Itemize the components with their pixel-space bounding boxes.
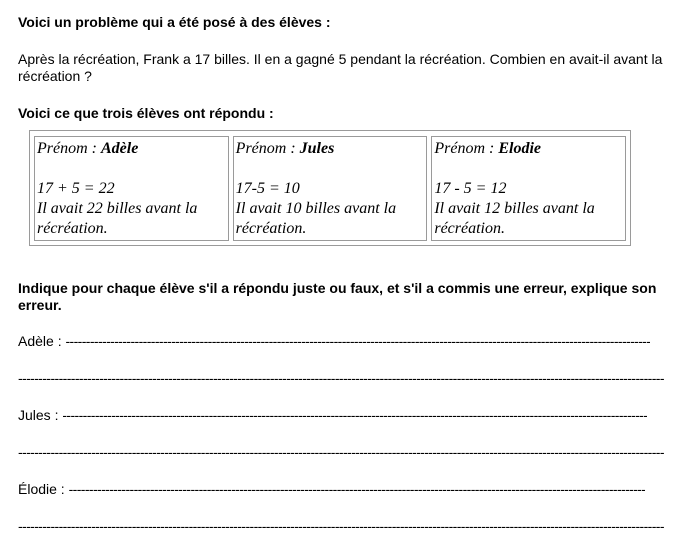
student-name: Jules (299, 140, 335, 157)
prenom-label: Prénom : (434, 140, 499, 157)
answer-dashes: --------------------------------------------------------------------------------------------------------------------------------------------------------------- (18, 518, 664, 534)
student-calculation: 17 + 5 = 22 (37, 180, 115, 197)
prenom-label: Prénom : (37, 140, 101, 157)
answer-line-jules-continued[interactable] (18, 444, 664, 461)
answer-label-adele: Adèle : (18, 333, 66, 349)
answer-line-jules[interactable] (18, 407, 647, 424)
answer-label-jules: Jules : (18, 407, 63, 423)
student-answer: Il avait 12 billes avant la récréation. (434, 200, 595, 237)
student-name: Elodie (498, 140, 541, 157)
answer-line-elodie-continued[interactable] (18, 518, 664, 535)
prenom-label: Prénom : (235, 140, 300, 157)
student-cell-elodie (431, 136, 626, 241)
student-cell-adele (34, 136, 229, 241)
student-calculation: 17 - 5 = 12 (434, 180, 507, 197)
student-answer: Il avait 22 billes avant la récréation. (37, 200, 198, 237)
answer-line-adele-continued[interactable] (18, 370, 664, 387)
answer-dashes: ------------------------------------------------------------------------------------------------------------------------------------------------ (65, 333, 651, 349)
student-name: Adèle (100, 140, 139, 157)
answer-line-elodie[interactable] (18, 481, 645, 498)
answer-dashes: ------------------------------------------------------------------------------------------------------------------------------------------------ (62, 407, 648, 423)
student-answers-table (29, 130, 631, 246)
problem-statement: Après la récréation, Frank a 17 billes. Il en a gagné 5 pendant la récréation. Combien en avait-il avant la récréation ? (18, 51, 663, 84)
student-calculation: 17-5 = 10 (235, 180, 300, 197)
intro-title: Voici un problème qui a été posé à des élèves : (18, 14, 331, 30)
answer-dashes: --------------------------------------------------------------------------------------------------------------------------------------------------------------- (18, 444, 664, 460)
answer-dashes: --------------------------------------------------------------------------------------------------------------------------------------------------------------- (18, 370, 664, 386)
answer-line-adele[interactable] (18, 333, 650, 350)
answer-label-elodie: Élodie : (18, 481, 69, 497)
instruction-text: Indique pour chaque élève s'il a répondu juste ou faux, et s'il a commis une erreur, explique son erreur. (18, 280, 657, 313)
student-answer: Il avait 10 billes avant la récréation. (235, 200, 397, 237)
answers-title: Voici ce que trois élèves ont répondu : (18, 105, 274, 121)
answer-dashes: ---------------------------------------------------------------------------------------------------------------------------------------------- (68, 481, 646, 497)
student-cell-jules (233, 136, 428, 241)
